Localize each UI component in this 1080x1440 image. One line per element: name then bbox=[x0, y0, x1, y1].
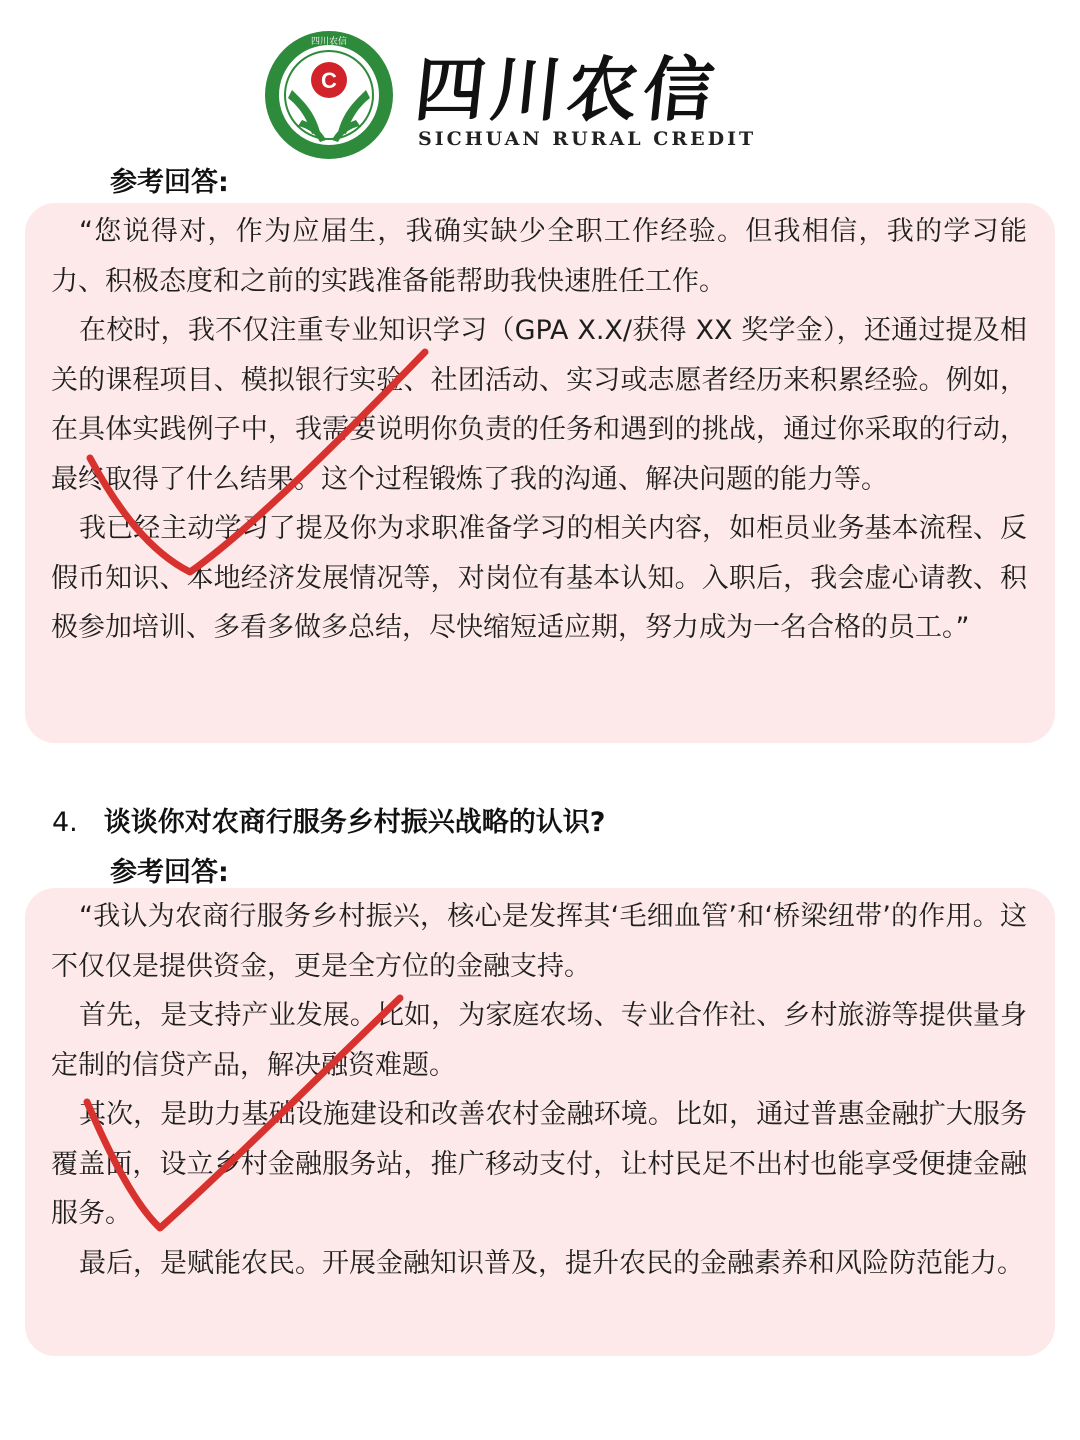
sichuan-rural-credit-emblem-icon bbox=[262, 28, 396, 162]
logo-name-cn: 四川农信 bbox=[411, 48, 724, 131]
answer-1-paragraph-1: “您说得对，作为应届生，我确实缺少全职工作经验。但我相信，我的学习能力、积极态度和之前的实践准备能帮助我快速胜任工作。 bbox=[51, 216, 1027, 297]
question-4 bbox=[52, 800, 605, 839]
logo bbox=[262, 28, 762, 158]
emblem-letter: C bbox=[321, 68, 337, 93]
reference-answer-label-2: 参考回答: bbox=[110, 857, 229, 888]
answer-card-1 bbox=[25, 203, 1055, 743]
answer-2-paragraph-1: “我认为农商行服务乡村振兴，核心是发挥其‘毛细血管’和‘桥梁纽带’的作用。这不仅仅是提供资金，更是全方位的金融支持。 bbox=[51, 901, 1027, 982]
question-text: 谈谈你对农商行服务乡村振兴战略的认识? bbox=[103, 807, 606, 838]
answer-1-paragraph-2: 在校时，我不仅注重专业知识学习（GPA X.X/获得 XX 奖学金），还通过提及相关的课程项目、模拟银行实验、社团活动、实习或志愿者经历来积累经验。例如，在具体实践例子中，我需要说明你负责的任务和遇到的挑战，通过你采取的行动，最终取得了什么结果。这个过程锻炼了我的沟通、解决问题的能力等。 bbox=[51, 315, 1027, 495]
reference-answer-label-1: 参考回答: bbox=[110, 167, 229, 198]
question-number: 4. bbox=[52, 807, 78, 838]
answer-2-paragraph-4: 最后，是赋能农民。开展金融知识普及，提升农民的金融素养和风险防范能力。 bbox=[79, 1247, 1024, 1279]
answer-2-paragraph-2: 首先，是支持产业发展。比如，为家庭农场、专业合作社、乡村旅游等提供量身定制的信贷产品，解决融资难题。 bbox=[51, 1000, 1027, 1081]
answer-card-2 bbox=[25, 888, 1055, 1356]
answer-2-paragraph-3: 其次，是助力基础设施建设和改善农村金融环境。比如，通过普惠金融扩大服务覆盖面，设立乡村金融服务站，推广移动支付，让村民足不出村也能享受便捷金融服务。 bbox=[51, 1099, 1027, 1229]
logo-name-en: SICHUAN RURAL CREDIT bbox=[418, 128, 757, 150]
answer-1-paragraph-3: 我已经主动学习了提及你为求职准备学习的相关内容，如柜员业务基本流程、反假币知识、本地经济发展情况等，对岗位有基本认知。入职后，我会虚心请教、积极参加培训、多看多做多总结，尽快缩短适应期，努力成为一名合格的员工。” bbox=[51, 513, 1027, 643]
emblem-text: 四川农信 bbox=[310, 37, 348, 47]
